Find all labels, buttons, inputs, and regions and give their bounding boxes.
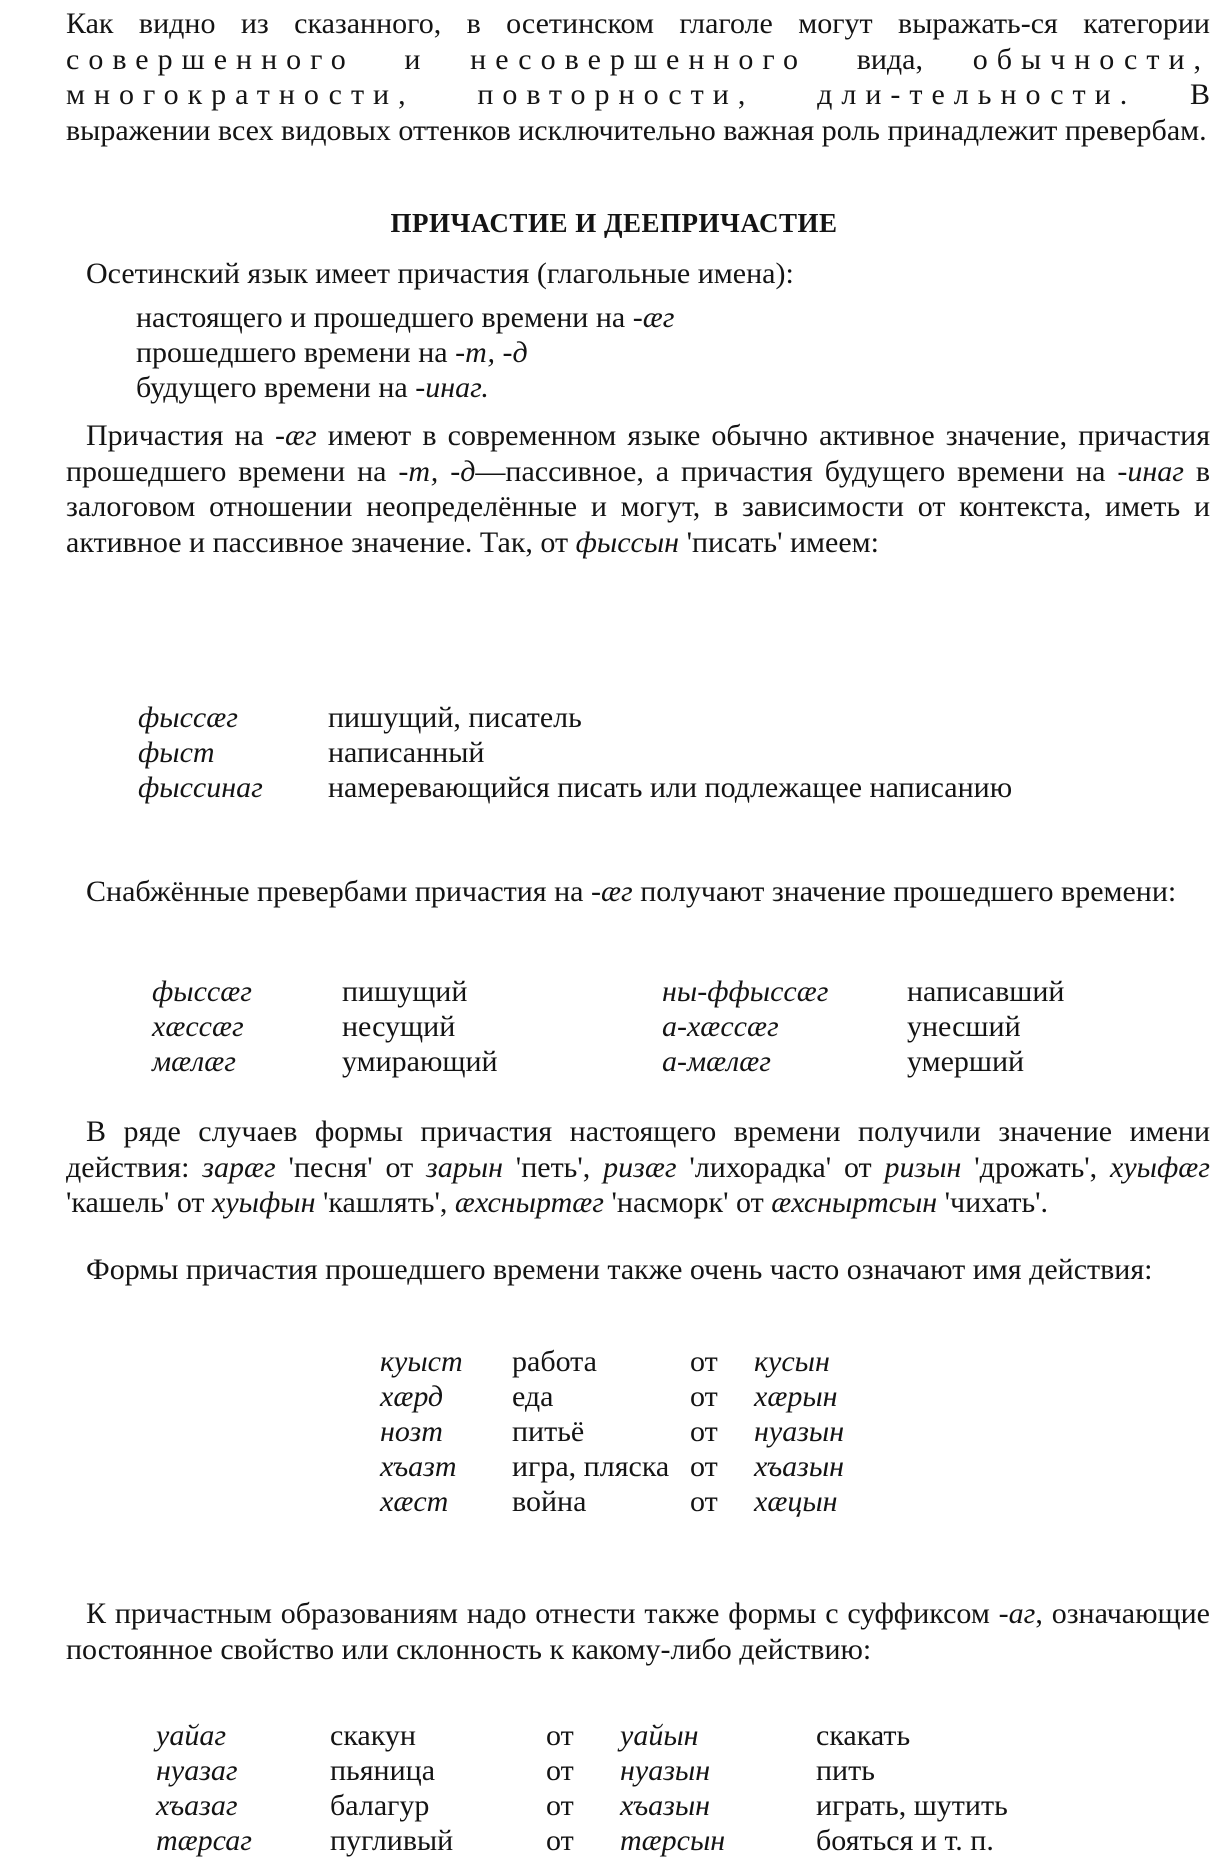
p4-text: получают значение прошедшего времени: (632, 875, 1177, 908)
participle-voice-paragraph (66, 418, 1210, 560)
intro-text-b: и (404, 42, 421, 76)
list-item-suffix: -инаг. (415, 371, 489, 404)
p5-word: зарын (426, 1150, 503, 1184)
table-cell-source: хъазын (620, 1789, 711, 1822)
table-cell-word: фыссæг (152, 975, 252, 1008)
table-row (380, 1414, 844, 1449)
p5-word: хуыфæг (1110, 1150, 1210, 1184)
table-cell-from: от (546, 1719, 574, 1752)
p4-text: Снабжённые превербами причастия на (86, 875, 591, 908)
table-cell-from: от (546, 1824, 574, 1857)
table-cell-meaning: еда (512, 1380, 554, 1413)
table-cell-meaning: унесший (907, 1010, 1021, 1043)
p3-suffix: -æг (274, 419, 317, 452)
p3-text: 'писать' имеем: (679, 525, 879, 559)
table-cell-word: фыссæг (138, 701, 238, 734)
p5-word: хуыфын (212, 1186, 316, 1219)
table-row (380, 1379, 844, 1414)
table-cell-meaning: пишущий (342, 975, 468, 1008)
list-item-text: прошедшего времени на (136, 336, 456, 369)
past-participle-paragraph: Формы причастия прошедшего времени также очень часто означают имя действия: (86, 1253, 1153, 1286)
table-cell-word: нозт (380, 1415, 443, 1448)
table-cell-from: от (690, 1345, 718, 1378)
table-cell-source: нуазын (754, 1415, 845, 1448)
p3-text: —пассивное, а причастия будущего времени на (475, 454, 1118, 488)
table-cell-meaning: балагур (330, 1789, 430, 1822)
p5-text: 'петь', (502, 1150, 604, 1184)
table-cell-word: хæссæг (152, 1010, 244, 1043)
p5-word: æхсныртсын (771, 1186, 938, 1219)
table-cell-meaning: работа (512, 1345, 597, 1378)
table-cell-source: тæрсын (620, 1824, 726, 1857)
table-cell-from: от (690, 1380, 718, 1413)
p5-text: В ряде случаев формы причастия настоящего времени получили значение имени действия: (66, 1115, 1210, 1184)
table-row (380, 1484, 844, 1519)
table-cell-word: хъазаг (156, 1789, 238, 1822)
table-cell-meaning: скакун (330, 1719, 416, 1752)
table-cell-word: уайаг (156, 1719, 227, 1752)
table-row (156, 1718, 1008, 1753)
p5-text: 'дрожать', (961, 1150, 1111, 1184)
intro-term-perfective: совершенного (66, 42, 355, 76)
table-cell-source: уайын (620, 1719, 699, 1752)
p5-text: 'лихорадка' от (676, 1150, 885, 1184)
table-cell-from: от (690, 1485, 718, 1518)
table-cell-word: хæст (380, 1485, 449, 1518)
example-table-1 (138, 700, 1210, 805)
table-cell-from: от (690, 1415, 718, 1448)
table-cell-word: хæрд (380, 1380, 444, 1413)
p5-text: 'кашлять', (315, 1186, 455, 1219)
table-cell-meaning: пугливый (330, 1824, 454, 1857)
p3-suffix: -т, -д (398, 454, 476, 488)
table-cell-word: тæрсаг (156, 1824, 252, 1857)
p5-text: 'чихать'. (937, 1186, 1049, 1219)
suffix-ag-paragraph (66, 1596, 1210, 1667)
table-cell-word: фыст (138, 736, 215, 769)
table-row (138, 700, 1210, 735)
example-table-4 (156, 1718, 1156, 1858)
p3-suffix: -инаг (1117, 454, 1184, 488)
table-cell-meaning: пьяница (330, 1754, 436, 1787)
table-cell-source-meaning: бояться и т. п. (816, 1824, 994, 1857)
table-cell-meaning: пишущий, писатель (328, 701, 582, 734)
p5-word: ризын (884, 1150, 962, 1184)
table-cell-word: фыссинаг (138, 771, 263, 804)
table-cell-meaning: война (512, 1485, 587, 1518)
table-cell-source: нуазын (620, 1754, 711, 1787)
table-cell-source: хæрын (754, 1380, 838, 1413)
table-row (152, 974, 1064, 1009)
table-cell-source: кусын (754, 1345, 830, 1378)
p5-word: зарæг (202, 1150, 276, 1184)
table-cell-from: от (690, 1450, 718, 1483)
intro-text-c: вида, (856, 42, 924, 76)
table-cell-meaning: умерший (907, 1045, 1025, 1078)
table-cell-meaning: питьё (512, 1415, 585, 1448)
table-cell-source: хъазын (754, 1450, 845, 1483)
p5-text: 'насморк' от (603, 1186, 772, 1219)
table-cell-meaning: написанный (328, 736, 485, 769)
table-cell-word: нуазаг (156, 1754, 238, 1787)
table-cell-word: куыст (380, 1345, 463, 1378)
p3-text: в залоговом отношении неопределённые и могут, в зависимости от контекста, иметь и активное и пассивное значение. Так, от (66, 454, 1211, 559)
table-cell-word: мæлæг (152, 1045, 236, 1078)
table-row (152, 1044, 1064, 1079)
table-cell-word: хъазт (380, 1450, 457, 1483)
section-heading: ПРИЧАСТИЕ И ДЕЕПРИЧАСТИЕ (390, 208, 838, 238)
table-cell-source-meaning: скакать (816, 1719, 911, 1752)
table-cell-meaning: написавший (907, 975, 1065, 1008)
p7-text: К причастным образованиям надо отнести также формы с суффиксом (86, 1597, 999, 1630)
table-cell-from: от (546, 1789, 574, 1822)
list-item-suffix: -т, -д (455, 336, 528, 369)
p5-word: ризæг (603, 1150, 677, 1184)
action-noun-paragraph (66, 1114, 1210, 1221)
table-row (380, 1449, 844, 1484)
p7-text: , означающие постоянное свойство или склонность к какому-либо действию: (66, 1597, 1211, 1666)
table-row (138, 735, 1210, 770)
list-item-text: будущего времени на (136, 371, 416, 404)
p5-text: 'кашель' от (66, 1186, 213, 1219)
participles-intro: Осетинский язык имеет причастия (глагольные имена): (86, 257, 794, 290)
table-row (156, 1823, 1008, 1858)
p3-text: Причастия на (86, 419, 275, 452)
intro-term-imperfective: несовершенного (470, 42, 807, 76)
table-cell-source: хæцын (754, 1485, 838, 1518)
table-row (380, 1344, 844, 1379)
list-item (136, 300, 1036, 335)
table-cell-from: от (546, 1754, 574, 1787)
p3-text: имеют в современном языке обычно активное значение, причастия прошедшего времени на (66, 419, 1210, 488)
participle-types-list (136, 300, 1036, 405)
example-table-2 (152, 974, 1152, 1079)
table-cell-source-meaning: пить (816, 1754, 875, 1787)
table-row (156, 1788, 1008, 1823)
intro-text-a: Как видно из сказанного, в осетинском глаголе могут выражать-ся категории (66, 7, 1210, 40)
example-table-3 (380, 1344, 980, 1519)
p5-text: 'песня' от (275, 1150, 427, 1184)
p5-word: æхсныртæг (454, 1186, 604, 1219)
table-cell-source-meaning: играть, шутить (816, 1789, 1008, 1822)
table-cell-meaning: умирающий (342, 1045, 498, 1078)
table-cell-meaning: намеревающийся писать или подлежащее написанию (328, 771, 1013, 804)
table-row (152, 1009, 1064, 1044)
preverb-participles-paragraph (66, 874, 1210, 910)
table-row (156, 1753, 1008, 1788)
list-item-text: настоящего и прошедшего времени на (136, 301, 633, 334)
table-cell-meaning: несущий (342, 1010, 456, 1043)
p3-word: фыссын (575, 525, 680, 559)
intro-terms-aspect: обычности, многократности, повторности, дли-тельности. (66, 42, 1211, 111)
list-item-suffix: -æг (632, 301, 675, 334)
intro-paragraph (66, 6, 1210, 148)
table-cell-word: а-мæлæг (662, 1045, 771, 1078)
list-item (136, 335, 1036, 370)
intro-text-d: В выражении всех видовых оттенков исключительно важная роль принадлежит превербам. (66, 78, 1211, 147)
table-cell-meaning: игра, пляска (512, 1450, 670, 1483)
p4-suffix: -æг (590, 875, 633, 908)
list-item (136, 370, 1036, 405)
table-cell-word: а-хæссæг (662, 1010, 779, 1043)
table-row (138, 770, 1210, 805)
table-cell-word: ны-ффыссæг (662, 975, 829, 1008)
p7-suffix: -аг (998, 1597, 1036, 1630)
